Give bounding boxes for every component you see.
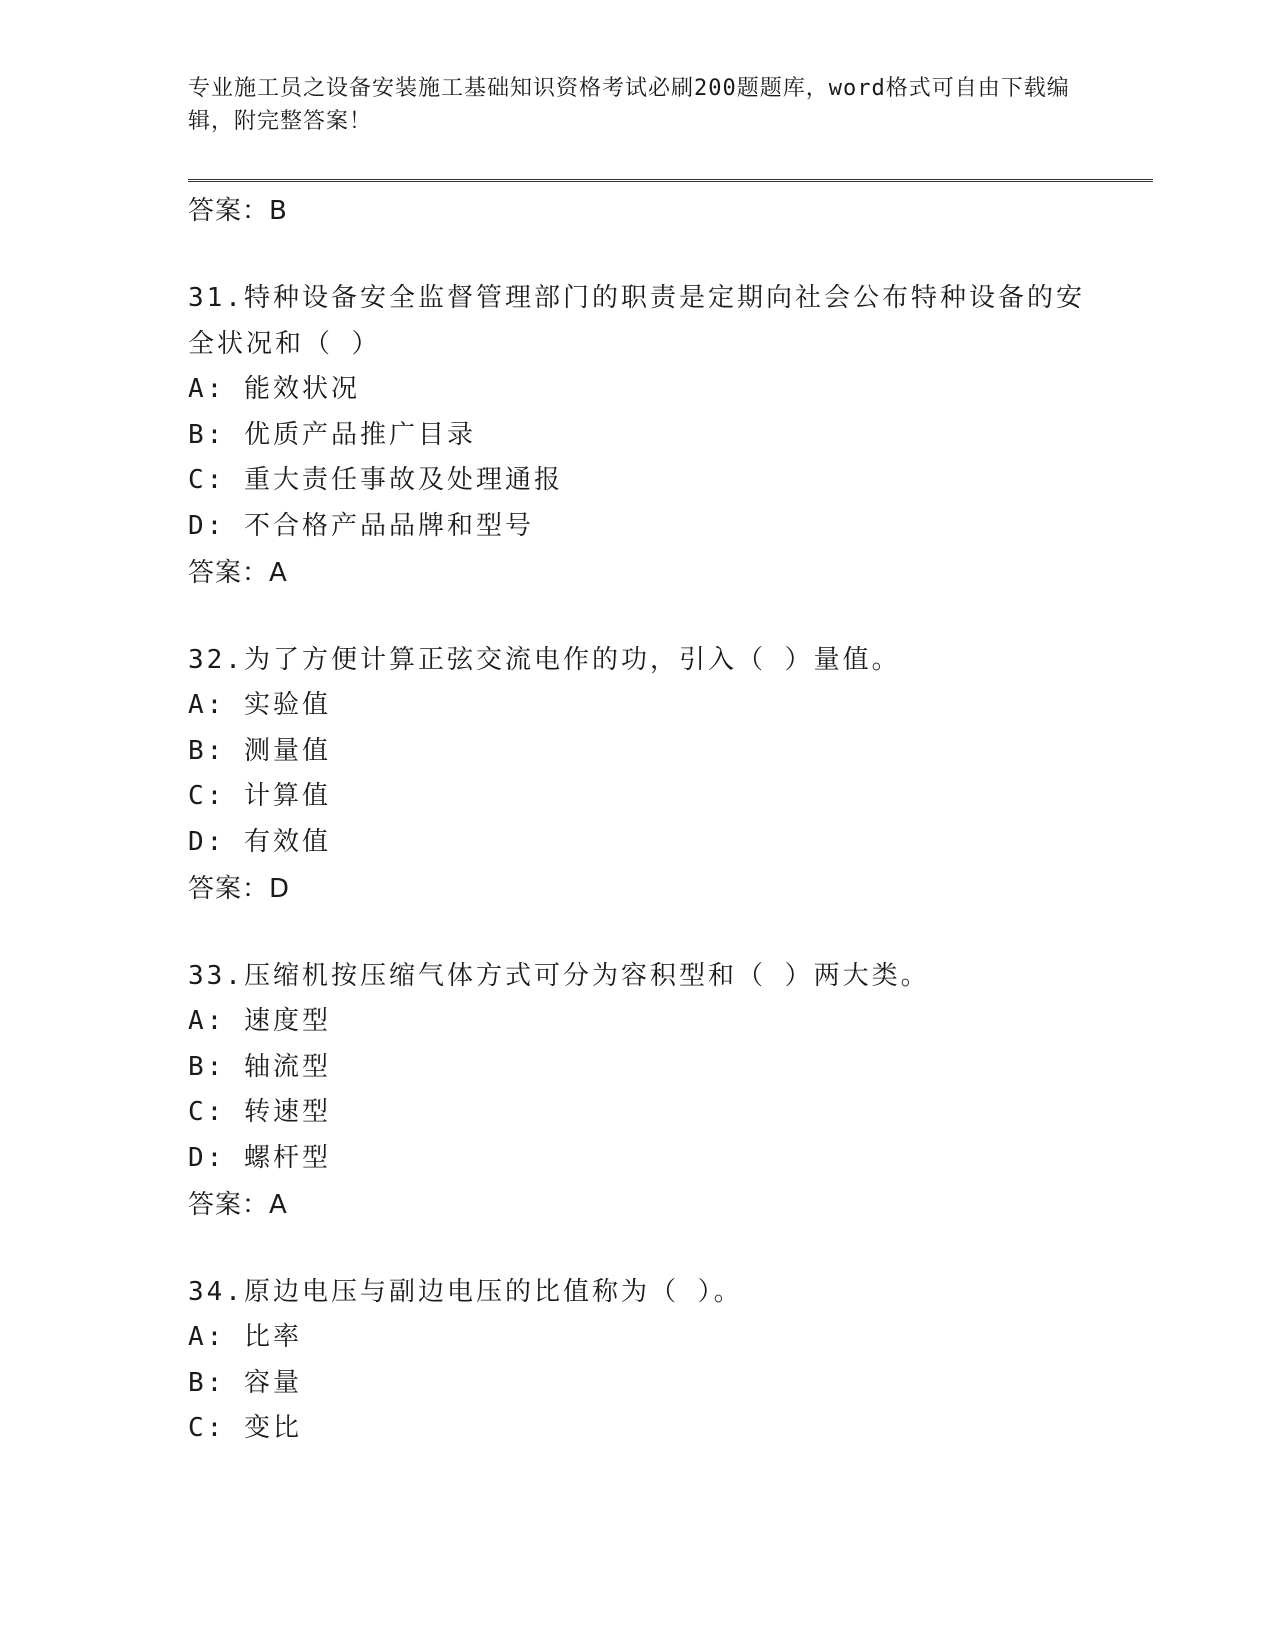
question-34 xyxy=(188,1270,1088,1452)
question-text: 32.为了方便计算正弦交流电作的功，引入（ ）量值。 xyxy=(188,644,901,675)
question-text: 33.压缩机按压缩气体方式可分为容积型和（ ）两大类。 xyxy=(188,960,930,991)
answer-label: 答案：A xyxy=(188,557,288,588)
question-list xyxy=(188,188,1088,1494)
option-a: A: 实验值 xyxy=(188,690,331,721)
question-32 xyxy=(188,638,1088,912)
option-a: A: 速度型 xyxy=(188,1006,331,1037)
question-text: 34.原边电压与副边电压的比值称为（ ）。 xyxy=(188,1276,743,1307)
answer-label: 答案：D xyxy=(188,873,291,904)
option-a: A: 比率 xyxy=(188,1322,302,1353)
option-b: B: 测量值 xyxy=(188,735,331,766)
page-header: 专业施工员之设备安装施工基础知识资格考试必刷200题题库，word格式可自由下载编辑，附完整答案！ xyxy=(188,76,1070,134)
option-a: A: 能效状况 xyxy=(188,374,360,405)
answer-label: 答案：A xyxy=(188,1189,288,1220)
option-d: D: 不合格产品品牌和型号 xyxy=(188,510,534,541)
option-d: D: 有效值 xyxy=(188,826,331,857)
option-b: B: 优质产品推广目录 xyxy=(188,419,476,450)
question-33 xyxy=(188,954,1088,1228)
option-c: C: 计算值 xyxy=(188,781,331,812)
question-31 xyxy=(188,276,1088,596)
option-b: B: 轴流型 xyxy=(188,1051,331,1082)
option-d: D: 螺杆型 xyxy=(188,1142,331,1173)
header-divider xyxy=(188,179,1153,182)
option-c: C: 重大责任事故及处理通报 xyxy=(188,465,563,496)
option-b: B: 容量 xyxy=(188,1367,302,1398)
option-c: C: 转速型 xyxy=(188,1097,331,1128)
question-text: 31.特种设备安全监督管理部门的职责是定期向社会公布特种设备的安全状况和（ ） xyxy=(188,283,1085,359)
option-c: C: 变比 xyxy=(188,1413,302,1444)
answer-label: 答案：B xyxy=(188,196,288,226)
